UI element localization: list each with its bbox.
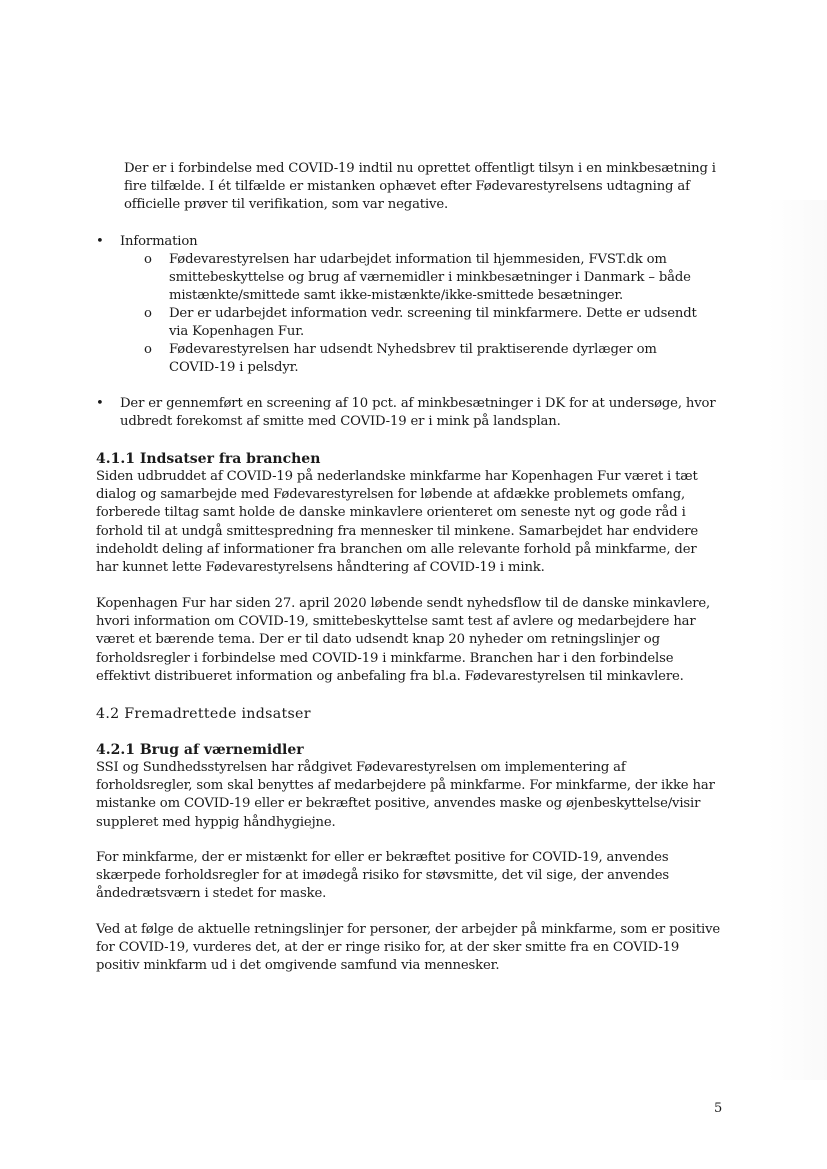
bullet-text: Der er gennemført en screening af 10 pct. af minkbesætninger i DK for at undersøge, hvor udbredt forekomst af smitte med COVID-19 er i mink på landsplan. [120, 396, 716, 429]
sub-bullet-marker: o [144, 252, 152, 267]
bullet-label: Information [120, 234, 198, 249]
heading-4-2-1: 4.2.1 Brug af værnemidler [96, 742, 304, 758]
bullet-marker: • [96, 396, 104, 411]
heading-4-1-1: 4.1.1 Indsatser fra branchen [96, 451, 321, 467]
sub-bullet-marker: o [144, 306, 152, 321]
sub-bullet-text: Der er udarbejdet information vedr. screening til minkfarmere. Dette er udsendt via Kopenhagen Fur. [169, 306, 697, 339]
sub-bullet-marker: o [144, 342, 152, 357]
bullet-marker: • [96, 234, 104, 249]
section-4-2-1-paragraph-3: Ved at følge de aktuelle retningslinjer for personer, der arbejder på minkfarme, som er positive for COVID-19, vurderes det, at der er ringe risiko for, at der sker smitte fra en COVID-19 positiv minkfarm ud i det omgivende samfund via mennesker. [96, 922, 721, 974]
heading-4-2: 4.2 Fremadrettede indsatser [96, 706, 311, 722]
section-4-2-1-paragraph-1: SSI og Sundhedsstyrelsen har rådgivet Fødevarestyrelsen om implementering af forholdsregler, som skal benyttes af medarbejdere på minkfarme. For minkfarme, der ikke har mistanke om COVID-19 eller er bekræftet positive, anvendes maske og øjenbeskyttelse/visir suppleret med hyppig håndhygiejne. [96, 760, 715, 830]
sub-bullet-text: Fødevarestyrelsen har udarbejdet information til hjemmesiden, FVST.dk om smittebeskyttelse og brug af værnemidler i minkbesætninger i Danmark – både mistænkte/smittede samt ikke-mistænkte/ikke-smittede besætninger. [169, 252, 691, 303]
intro-paragraph: Der er i forbindelse med COVID-19 indtil nu oprettet offentligt tilsyn i en minkbesætning i fire tilfælde. I ét tilfælde er mistanken ophævet efter Fødevarestyrelsens udtagning af officielle prøver til verifikation, som var negative. [124, 161, 716, 213]
section-4-1-1-paragraph-2: Kopenhagen Fur har siden 27. april 2020 løbende sendt nyhedsflow til de danske minkavlere, hvori information om COVID-19, smittebeskyttelse samt test af avlere og medarbejdere har været et bærende tema. Der er til dato udsendt knap 20 nyheder om retningslinjer og forholdsregler i forbindelse med COVID-19 i minkfarme. Branchen har i den forbindelse effektivt distribueret information og anbefaling fra bl.a. Fødevarestyrelsen til minkavlere. [96, 596, 711, 684]
section-4-1-1-paragraph-1: Siden udbruddet af COVID-19 på nederlandske minkfarme har Kopenhagen Fur været i tæt dialog og samarbejde med Fødevarestyrelsen for løbende at afdække problemets omfang, forberede tiltag samt holde de danske minkavlere orienteret om seneste nyt og gode råd i forhold til at undgå smittespredning fra mennesker til minkene. Samarbejdet har endvidere indeholdt deling af informationer fra branchen om alle relevante forhold på minkfarme, der har kunnet lette Fødevarestyrelsens håndtering af COVID-19 i mink. [96, 469, 699, 576]
page-number: 5 [714, 1101, 723, 1116]
section-4-2-1-paragraph-2: For minkfarme, der er mistænkt for eller er bekræftet positive for COVID-19, anvendes skærpede forholdsregler for at imødegå risiko for støvsmitte, det vil sige, der anvendes åndedrætsværn i stedet for maske. [96, 850, 670, 902]
scan-edge-shadow [767, 200, 827, 1080]
sub-bullet-text: Fødevarestyrelsen har udsendt Nyhedsbrev til praktiserende dyrlæger om COVID-19 i pelsdyr. [169, 342, 657, 375]
